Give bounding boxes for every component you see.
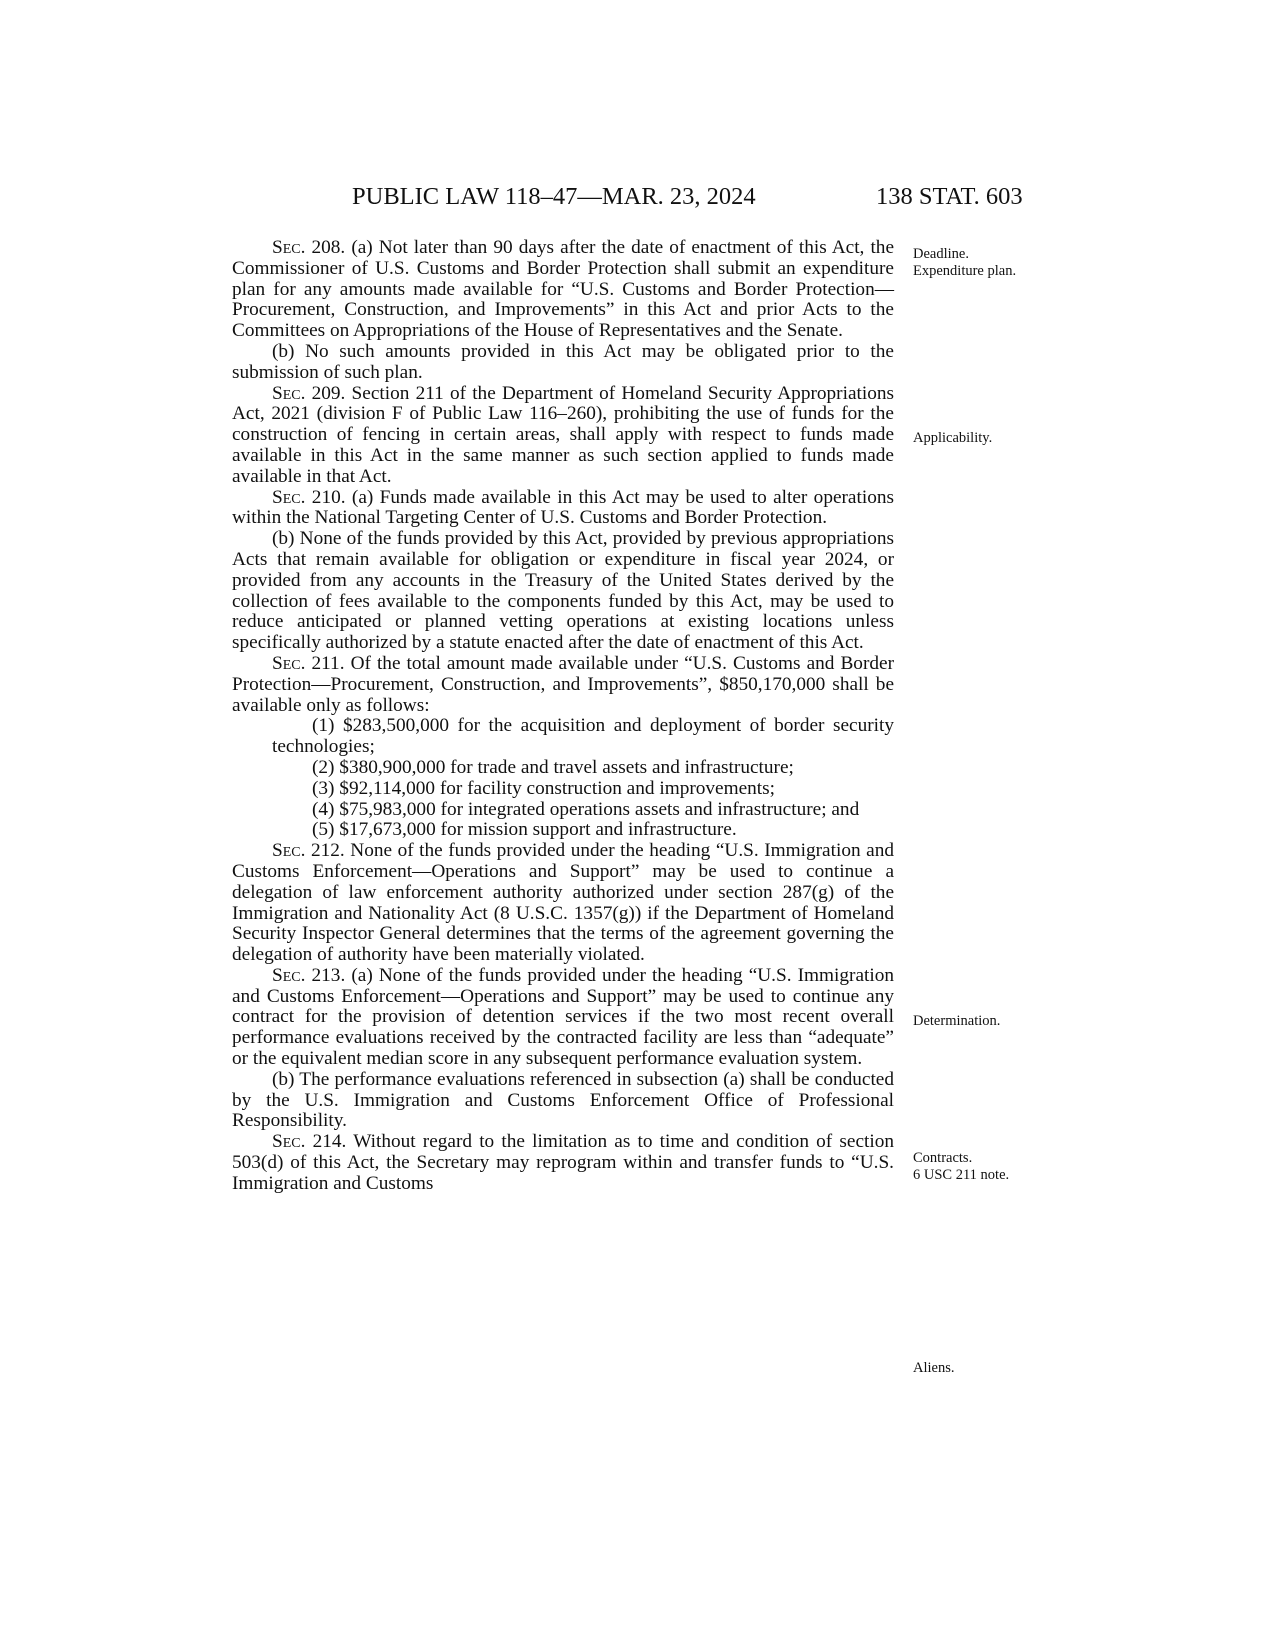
- section-text: . 208. (a) Not later than 90 days after the date of enactment of this Act, the Commissioner of U.S. Customs and Border Protection shall submit an expenditure plan for any amounts made available for “U.S. Customs and Border Protection—Procurement, Construction, and Improvements” in this Act and prior Acts to the Committees on Appropriations of the House of Representatives and the Senate.: [232, 237, 894, 342]
- section-212: [232, 841, 894, 966]
- section-211-item-1: (1) $283,500,000 for the acquisition and deployment of border security technologies;: [272, 715, 894, 758]
- section-210-b: (b) None of the funds provided by this Act, provided by previous appropriations Acts that remain available for obligation or expenditure in fiscal year 2024, or provided from any accounts in the Treasury of the United States derived by the collection of fees available to the components funded by this Act, may be used to reduce anticipated or planned vetting operations at existing locations unless specifically authorized by a statute enacted after the date of enactment of this Act.: [232, 528, 894, 654]
- running-header-title: PUBLIC LAW 118–47—MAR. 23, 2024: [352, 183, 756, 210]
- section-211-item-4: (4) $75,983,000 for integrated operations assets and infrastructure; and: [312, 798, 860, 820]
- section-213-b: (b) The performance evaluations referenced in subsection (a) shall be conducted by the U.S. Immigration and Customs Enforcement Office of Professional Responsibility.: [232, 1068, 894, 1132]
- margin-note-usc-citation: 6 USC 211 note.: [913, 1167, 1010, 1183]
- statute-body: [232, 238, 894, 1195]
- section-211-item-3: (3) $92,114,000 for facility construction and improvements;: [312, 777, 776, 799]
- section-label: Sec: [272, 486, 301, 508]
- section-label: Sec: [272, 382, 301, 404]
- section-208-b: (b) No such amounts provided in this Act may be obligated prior to the submission of such plan.: [232, 340, 894, 383]
- margin-note-contracts: [913, 1150, 1063, 1184]
- section-211-item-2: (2) $380,900,000 for trade and travel assets and infrastructure;: [312, 756, 794, 778]
- running-header-page-number: 138 STAT. 603: [876, 183, 1023, 210]
- section-label: Sec: [272, 1131, 301, 1153]
- margin-note-deadline: Deadline. Expenditure plan.: [913, 246, 1017, 279]
- section-text: . 212. None of the funds provided under the heading “U.S. Immigration and Customs Enforcement—Operations and Support” may be used to continue a delegation of law enforcement authority authorized under section 287(g) of the Immigration and Nationality Act (8 U.S.C. 1357(g)) if the Department of Homeland Security Inspector General determines that the terms of the agreement governing the delegation of authority have been materially violated.: [232, 840, 894, 966]
- section-text: . 214. Without regard to the limitation as to time and condition of section 503(d) of this Act, the Secretary may reprogram within and transfer funds to “U.S. Immigration and Customs: [232, 1131, 894, 1194]
- margin-note-applicability: Applicability.: [913, 430, 993, 446]
- margin-note-aliens: Aliens.: [913, 1360, 955, 1376]
- section-210-a: [232, 488, 894, 530]
- section-label: Sec: [272, 237, 301, 258]
- section-label: Sec: [272, 964, 301, 986]
- section-text: . 211. Of the total amount made available under “U.S. Customs and Border Protection—Procurement, Construction, and Improvements”, $850,170,000 shall be available only as follows:: [232, 652, 894, 716]
- section-label: Sec: [272, 652, 301, 674]
- section-213-a: [232, 966, 894, 1070]
- section-214: [232, 1132, 894, 1194]
- section-text: . 210. (a) Funds made available in this Act may be used to alter operations within the National Targeting Center of U.S. Customs and Border Protection.: [232, 486, 894, 529]
- margin-note-determination: Determination.: [913, 1013, 1001, 1029]
- section-209: [232, 384, 894, 488]
- section-text: . 209. Section 211 of the Department of Homeland Security Appropriations Act, 2021 (division F of Public Law 116–260), prohibiting the use of funds for the construction of fencing in certain areas, shall apply with respect to funds made available in this Act in the same manner as such section applied to funds made available in that Act.: [232, 382, 894, 487]
- section-text: . 213. (a) None of the funds provided under the heading “U.S. Immigration and Customs Enforcement—Operations and Support” may be used to continue any contract for the provision of detention services if the two most recent overall performance evaluations received by the contracted facility are less than “adequate” or the equivalent median score in any subsequent performance evaluation system.: [232, 964, 894, 1070]
- section-label: Sec: [272, 840, 301, 862]
- section-211: [232, 654, 894, 716]
- margin-note-contracts-line: Contracts.: [913, 1150, 973, 1166]
- section-208-a: [232, 238, 894, 342]
- section-211-item-5: (5) $17,673,000 for mission support and infrastructure.: [312, 819, 737, 841]
